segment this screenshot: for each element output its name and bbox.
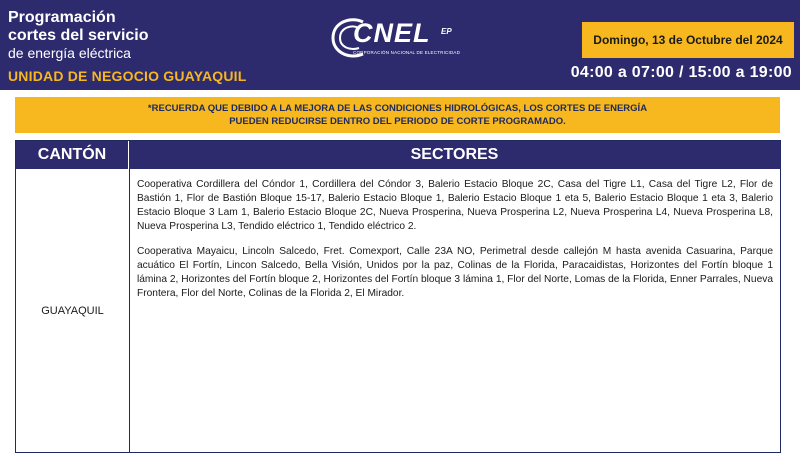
title-line-2: cortes del servicio bbox=[8, 27, 149, 44]
logo-suffix: EP bbox=[441, 27, 452, 36]
table-header-row bbox=[16, 141, 780, 169]
date-text: Domingo, 13 de Octubre del 2024 bbox=[593, 33, 783, 47]
title-line-3: de energía eléctrica bbox=[8, 45, 131, 61]
outage-hours: 04:00 a 07:00 / 15:00 a 19:00 bbox=[570, 64, 792, 81]
notice-banner bbox=[15, 97, 780, 133]
schedule-table bbox=[15, 140, 781, 453]
date-badge bbox=[582, 22, 794, 58]
table-cell-sectores bbox=[137, 178, 773, 312]
title-line-1: Programación bbox=[8, 9, 116, 26]
page-header bbox=[0, 0, 800, 90]
canton-name: GUAYAQUIL bbox=[41, 304, 104, 317]
logo-wordmark: CNEL bbox=[353, 18, 431, 48]
notice-line-1: *RECUERDA QUE DEBIDO A LA MEJORA DE LAS CONDICIONES HIDROLÓGICAS, LOS CORTES DE ENERGÍA bbox=[147, 103, 648, 114]
column-divider bbox=[129, 169, 130, 452]
table-cell-canton bbox=[16, 169, 129, 452]
cnel-logo bbox=[325, 14, 485, 64]
sectors-paragraph-2: Cooperativa Mayaicu, Lincoln Salcedo, Fret. Comexport, Calle 23A NO, Perimetral desde callejón M hasta avenida Casuarina, Parque acuático El Fortín, Lincon Salcedo, Bella Visión, Unidos por la paz, Colinas de la Florida, Paracaidistas, Horizontes del Fortín bloque 1 lámina 2, Horizontes del Fortín bloque 2, Horizontes del Fortín bloque 3 lámina 1, Flor del Norte, Lomas de la Florida, Enner Parrales, Nueva Frontera, Flor del Norte, Colinas de la Florida 2, El Mirador. bbox=[137, 246, 773, 299]
logo-subtitle: CORPORACIÓN NACIONAL DE ELECTRICIDAD bbox=[353, 50, 461, 55]
column-header-canton: CANTÓN bbox=[16, 141, 129, 169]
notice-line-2: PUEDEN REDUCIRSE DENTRO DEL PERIODO DE CORTE PROGRAMADO. bbox=[229, 116, 566, 127]
business-unit-label: UNIDAD DE NEGOCIO GUAYAQUIL bbox=[8, 68, 247, 84]
sectors-paragraph-1: Cooperativa Cordillera del Cóndor 1, Cordillera del Cóndor 3, Balerio Estacio Bloque 2C, Casa del Tigre L1, Casa del Tigre L2, Flor de Bastión 1, Flor de Bastión Bloque 15-17, Balerio Estacio Bloque 1, Balerio Estacio Bloque 1 eta 5, Balerio Estacio Bloque 1 eta 3, Balerio Estacio Bloque 3 Lam 1, Balerio Estacio Bloque 2C, Nueva Prosperina, Nueva Prosperina L2, Nueva Prosperina L4, Nueva Prosperina L8, Nueva Prosperina L3, Tendido eléctrico 1, Tendido eléctrico 2. bbox=[137, 179, 773, 232]
column-header-sectores: SECTORES bbox=[410, 146, 499, 163]
